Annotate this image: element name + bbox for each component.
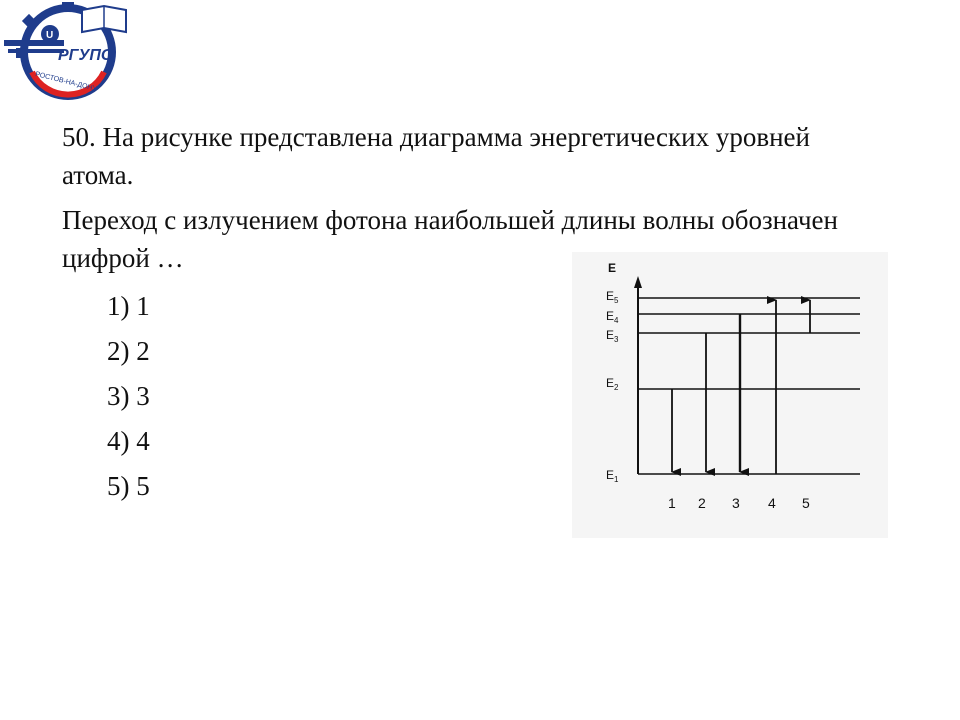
university-logo [4, 2, 144, 102]
answer-option-5[interactable]: 5) 5 [107, 471, 150, 501]
answer-option-4[interactable]: 4) 4 [107, 426, 150, 456]
level-label-e4: $E_4$ [606, 309, 619, 325]
energy-level-diagram [572, 252, 888, 538]
logo-text: РГУПС [58, 47, 113, 64]
transition-number-4: 4 [768, 495, 776, 511]
question-line-2: Переход с излучением фотона наибольшей длины волны обозначен цифрой … [62, 205, 838, 273]
level-label-e5: $E_5$ [606, 289, 619, 305]
logo-graphic [4, 2, 144, 102]
energy-axis-arrow-icon [634, 276, 642, 288]
level-label-e3: $E_3$ [606, 328, 619, 344]
svg-text:U: U [46, 30, 54, 41]
energy-axis-label: E [608, 261, 617, 275]
answer-option-2[interactable]: 2) 2 [107, 336, 150, 366]
answer-list [107, 287, 150, 512]
logo-subtext: РОСТОВ-НА-ДОНУ [34, 70, 98, 93]
transition-number-3: 3 [732, 495, 740, 511]
answer-option-1[interactable]: 1) 1 [107, 291, 150, 321]
diagram-svg [572, 252, 888, 538]
transition-number-5: 5 [802, 495, 810, 511]
transition-number-1: 1 [668, 495, 676, 511]
transition-number-2: 2 [698, 495, 706, 511]
question-line-1: 50. На рисунке представлена диаграмма энергетических уровней атома. [62, 122, 810, 190]
answer-option-3[interactable]: 3) 3 [107, 381, 150, 411]
level-label-e2: $E_2$ [606, 376, 619, 392]
level-label-e1: $E_1$ [606, 468, 619, 484]
